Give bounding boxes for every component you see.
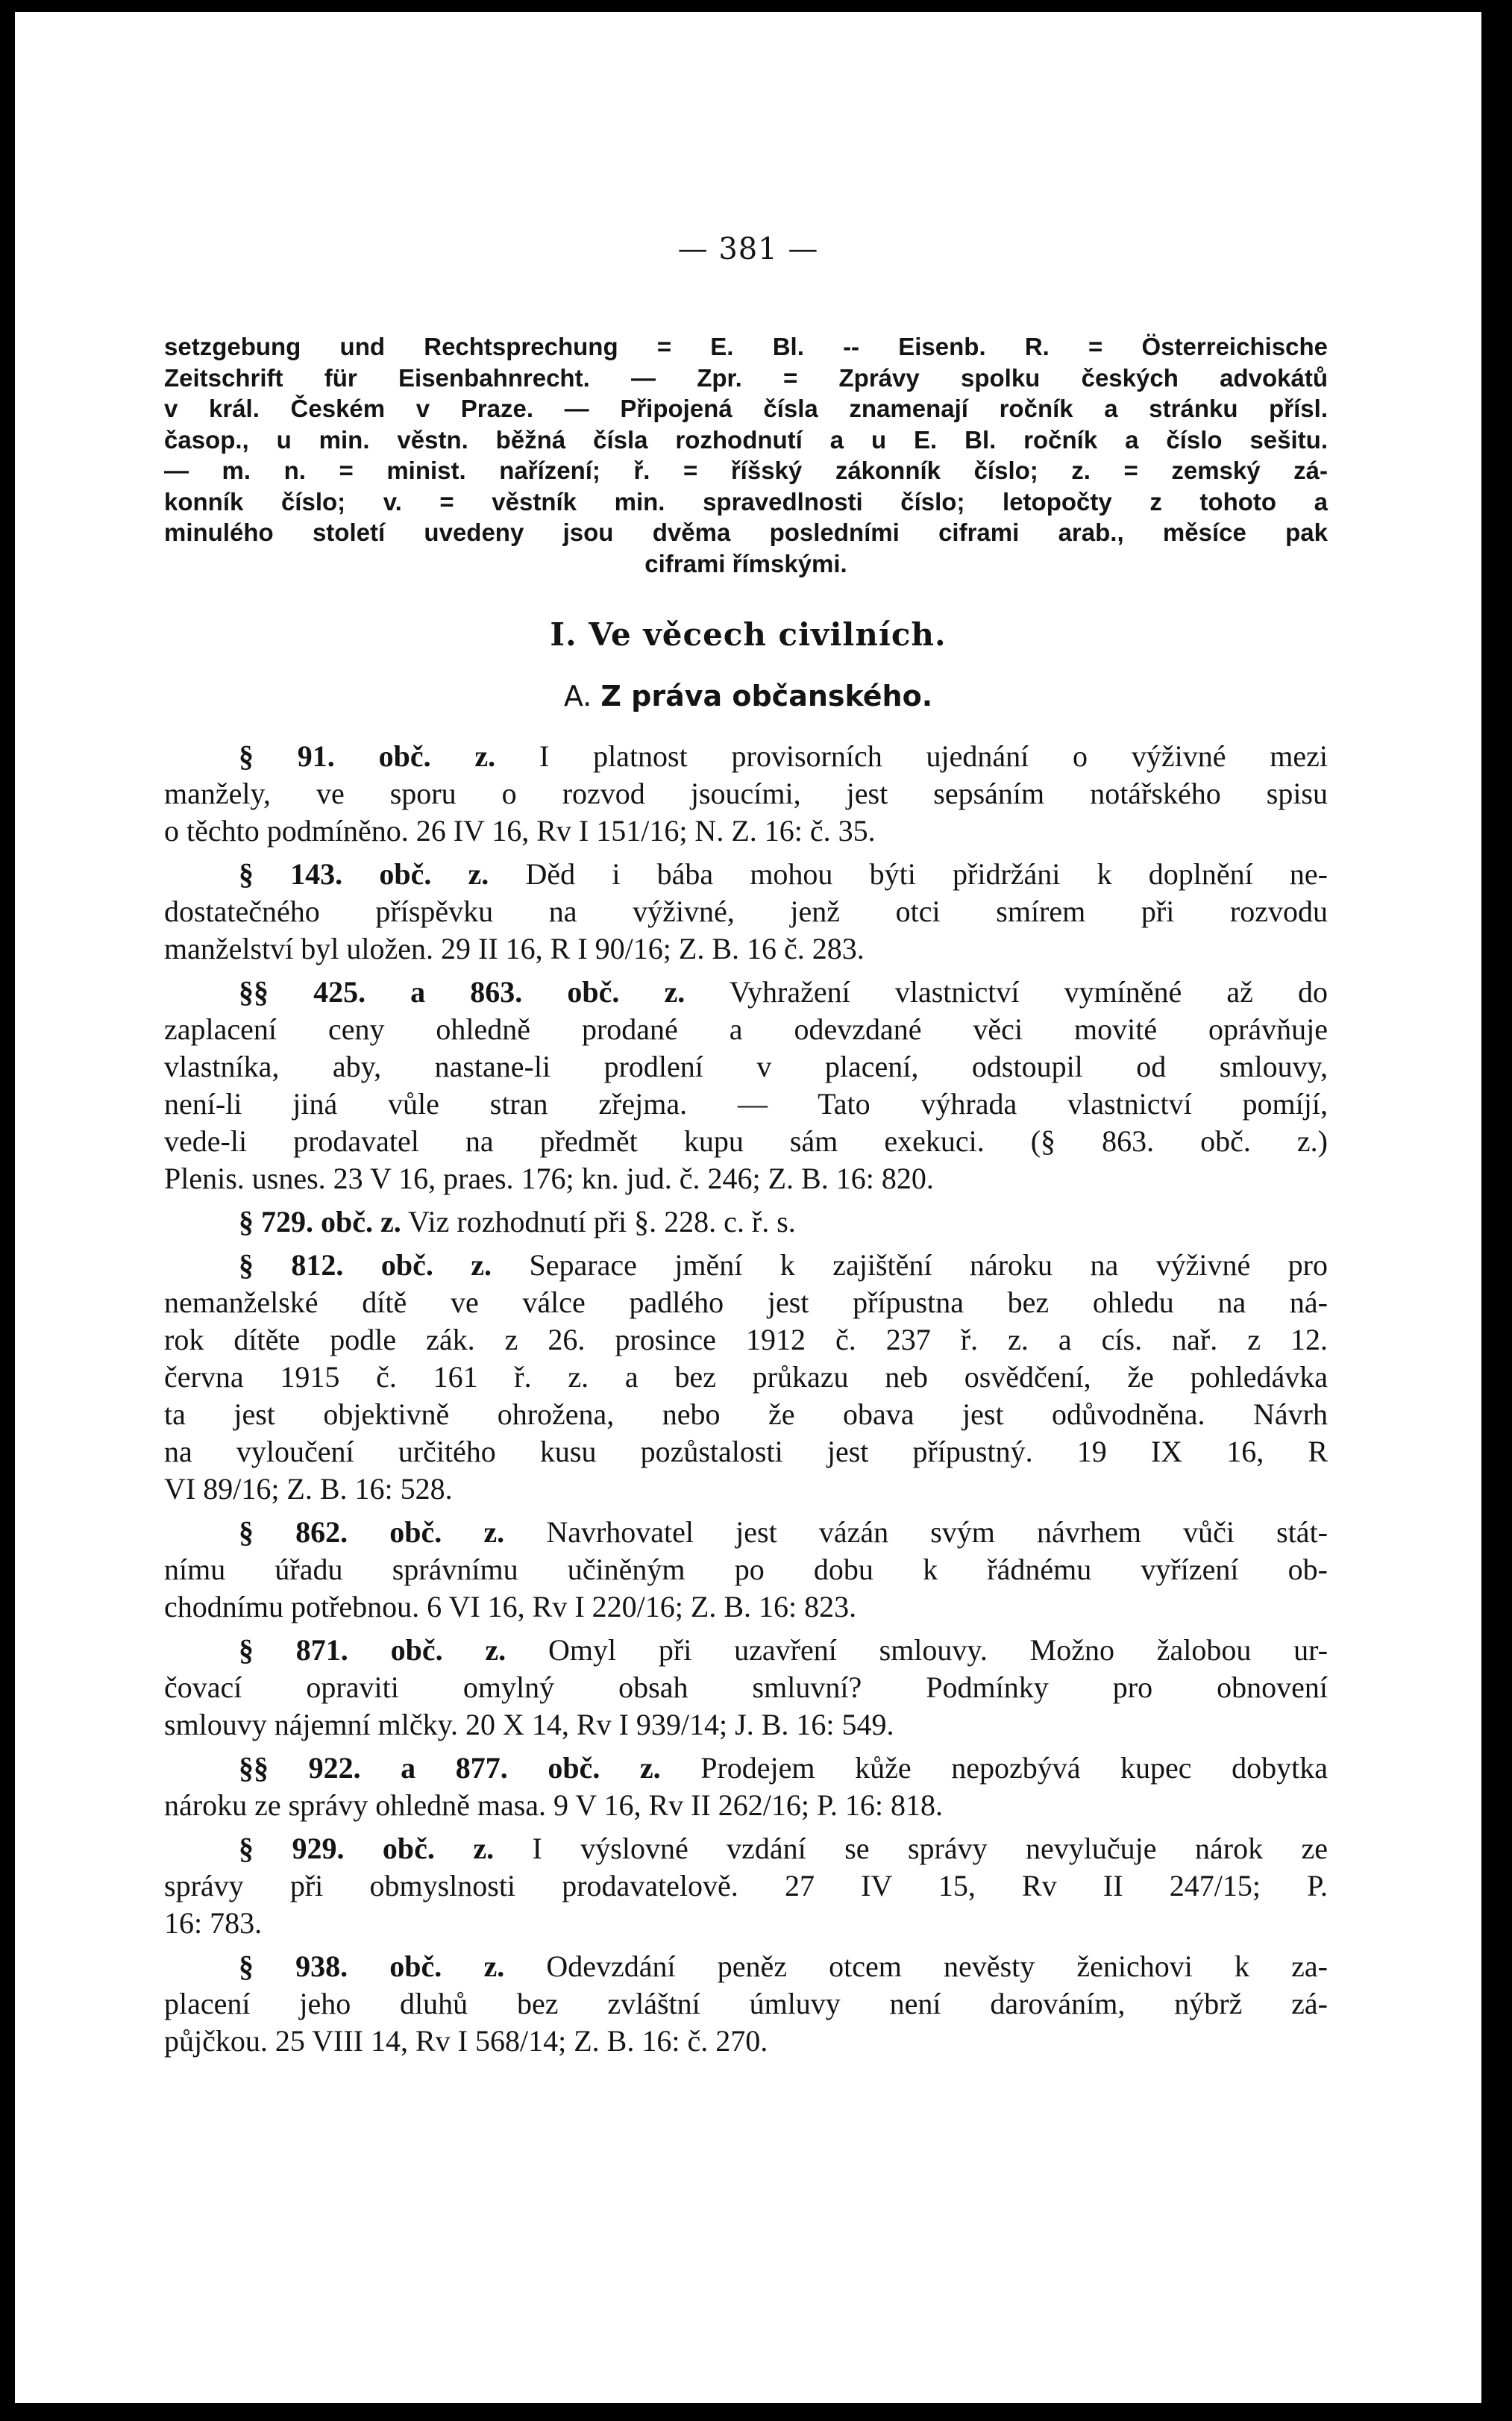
entry-text: Vyhražení vlastnictví vymíněné až do — [729, 975, 1328, 1009]
subsection-letter: A. — [563, 680, 592, 712]
entry-text: Viz rozhodnutí při §. 228. c. ř. s. — [408, 1205, 796, 1238]
entry-line: 16: 783. — [164, 1906, 263, 1940]
entry-statute-ref: § 938. obč. z. — [239, 1949, 505, 1983]
legend-line: ciframi římskými. — [644, 549, 847, 577]
entry-statute-ref: §§ 922. a 877. obč. z. — [239, 1751, 661, 1785]
entry-line — [164, 1203, 1328, 1241]
entry-statute-ref: § 929. obč. z. — [239, 1832, 495, 1865]
subsection-title: Z práva občanského. — [600, 680, 933, 712]
entry — [164, 974, 1328, 1197]
entry — [164, 1830, 1328, 1942]
entry-statute-ref: §§ 425. a 863. obč. z. — [239, 975, 686, 1009]
entry-text: Separace jmění k zajištění nároku na výživné pro — [529, 1248, 1329, 1282]
entry-statute-ref: § 871. obč. z. — [239, 1633, 506, 1667]
entry-line: placení jeho dluhů bez zvláštní úmluvy není darováním, nýbrž zá- — [164, 1987, 1328, 2020]
entry — [164, 1632, 1328, 1744]
entry-line: manžely, ve sporu o rozvod jsoucími, jest sepsáním notářského spisu — [164, 777, 1328, 810]
legend-line: Zeitschrift für Eisenbahnrecht. — Zpr. = Zprávy spolku českých advokátů — [164, 363, 1328, 392]
entry-line: ta jest objektivně ohrožena, nebo že obava jest odůvodněna. Návrh — [164, 1397, 1328, 1431]
entry-line: správy při obmyslnosti prodavatelově. 27 IV 15, Rv II 247/15; P. — [164, 1869, 1328, 1902]
entry-line: čovací opraviti omylný obsah smluvní? Podmínky pro obnovení — [164, 1670, 1328, 1704]
entry-statute-ref: § 729. obč. z. — [239, 1205, 401, 1238]
entry-line — [164, 1632, 1328, 1669]
entry-line: června 1915 č. 161 ř. z. a bez průkazu neb osvědčení, že pohledávka — [164, 1360, 1328, 1394]
entry — [164, 738, 1328, 850]
entry-text: Navrhovatel jest vázán svým návrhem vůči stát- — [546, 1515, 1328, 1549]
abbreviation-legend — [164, 331, 1328, 579]
entry-text: Omyl při uzavření smlouvy. Možno žalobou ur- — [548, 1633, 1329, 1667]
entries-list — [164, 738, 1328, 2066]
entry-text: Prodejem kůže nepozbývá kupec dobytka — [700, 1751, 1328, 1785]
entry-text: I platnost provisorních ujednání o výživné mezi — [539, 739, 1328, 773]
legend-line: minulého století uvedeny jsou dvěma posledními ciframi arab., měsíce pak — [164, 519, 1328, 546]
entry-statute-ref: § 143. obč. z. — [239, 857, 489, 891]
entry-line: nímu úřadu správnímu učiněným po dobu k řádnému vyřízení ob- — [164, 1553, 1328, 1586]
entry-line: o těchto podmíněno. 26 IV 16, Rv I 151/16; N. Z. 16: č. 35. — [164, 814, 876, 848]
entry-line — [164, 974, 1328, 1011]
entry-text: I výslovné vzdání se správy nevylučuje nárok ze — [532, 1832, 1329, 1865]
entry-line — [164, 1948, 1328, 1985]
entry — [164, 1750, 1328, 1824]
page-number: — 381 — — [677, 232, 819, 266]
entry-line: chodnímu potřebnou. 6 VI 16, Rv I 220/16; Z. B. 16: 823. — [164, 1590, 857, 1623]
entry-line — [164, 856, 1328, 893]
entry — [164, 1948, 1328, 2060]
entry-line: Plenis. usnes. 23 V 16, praes. 176; kn. jud. č. 246; Z. B. 16: 820. — [164, 1162, 934, 1195]
legend-line: konník číslo; v. = věstník min. spravedlnosti číslo; letopočty z tohoto a — [164, 487, 1328, 516]
entry-line — [164, 1750, 1328, 1787]
entry-line — [164, 1830, 1328, 1867]
entry-statute-ref: § 862. obč. z. — [239, 1515, 505, 1549]
entry-line: VI 89/16; Z. B. 16: 528. — [164, 1472, 453, 1506]
entry-line: smlouvy nájemní mlčky. 20 X 14, Rv I 939/14; J. B. 16: 549. — [164, 1708, 894, 1741]
section-heading: I. Ve věcech civilních. — [550, 616, 947, 653]
entry-line: na vyloučení určitého kusu pozůstalosti jest přípustný. 19 IX 16, R — [164, 1435, 1328, 1468]
entry-statute-ref: § 91. obč. z. — [239, 739, 496, 773]
entry-line — [164, 1514, 1328, 1551]
entry-statute-ref: § 812. obč. z. — [239, 1248, 492, 1282]
legend-line: — m. n. = minist. nařízení; ř. = říšský zákonník číslo; z. = zemský zá- — [164, 457, 1328, 484]
entry-line: není-li jiná vůle stran zřejma. — Tato výhrada vlastnictví pomíjí, — [164, 1087, 1328, 1121]
entry — [164, 1203, 1328, 1241]
entry-line: rok dítěte podle zák. z 26. prosince 1912 č. 237 ř. z. a cís. nař. z 12. — [164, 1323, 1328, 1356]
entry-line: nemanželské dítě ve válce padlého jest přípustna bez ohledu na ná- — [164, 1285, 1328, 1319]
entry-text: Děd i bába mohou býti přidržáni k doplnění ne- — [525, 857, 1328, 891]
entry-line: vede-li prodavatel na předmět kupu sám exekuci. (§ 863. obč. z.) — [164, 1124, 1328, 1158]
entry-line: nároku ze správy ohledně masa. 9 V 16, Rv II 262/16; P. 16: 818. — [164, 1788, 943, 1822]
entry-text: Odevzdání peněz otcem nevěsty ženichovi k za- — [546, 1949, 1329, 1983]
entry-line — [164, 738, 1328, 775]
legend-line: v král. Českém v Praze. — Připojená čísla znamenají ročník a stránku přísl. — [164, 395, 1328, 422]
subsection-heading — [15, 680, 1481, 712]
entry-line — [164, 1247, 1328, 1284]
entry-line: vlastníka, aby, nastane-li prodlení v placení, odstoupil od smlouvy, — [164, 1050, 1328, 1083]
legend-line: časop., u min. věstn. běžná čísla rozhodnutí a u E. Bl. ročník a číslo sešitu. — [164, 425, 1328, 454]
entry — [164, 1247, 1328, 1508]
entry-line: dostatečného příspěvku na výživné, jenž otci smírem při rozvodu — [164, 895, 1328, 928]
entry — [164, 1514, 1328, 1626]
entry-line: zaplacení ceny ohledně prodané a odevzdané věci movité oprávňuje — [164, 1012, 1328, 1046]
entry-line: manželství byl uložen. 29 II 16, R I 90/16; Z. B. 16 č. 283. — [164, 932, 865, 965]
entry-line: půjčkou. 25 VIII 14, Rv I 568/14; Z. B. 16: č. 270. — [164, 2024, 768, 2058]
book-page — [15, 12, 1481, 2403]
legend-line: setzgebung und Rechtsprechung = E. Bl. -- Eisenb. R. = Österreichische — [164, 333, 1328, 360]
entry — [164, 856, 1328, 968]
